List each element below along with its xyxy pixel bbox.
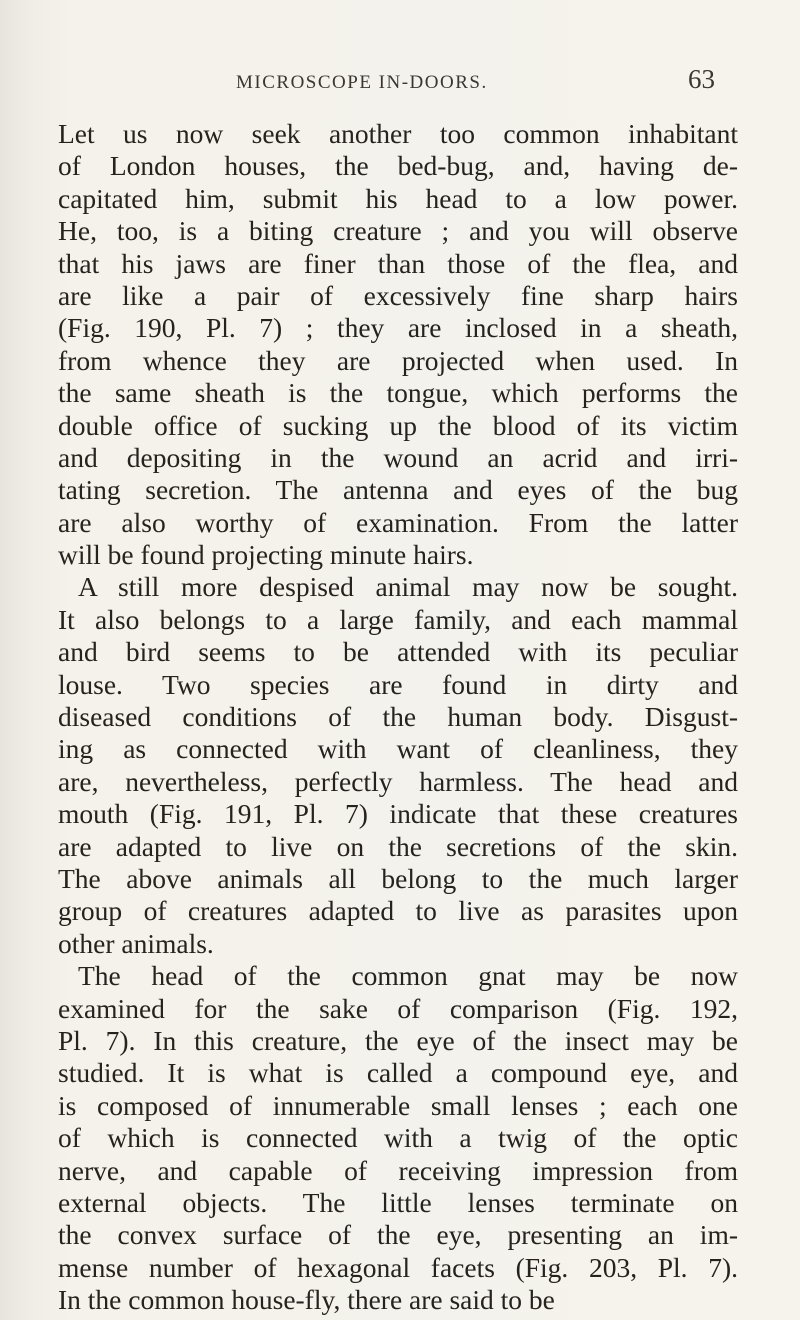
text-line: diseased conditions of the human body. Disgust- [58,701,738,733]
text-line: In the common house-fly, there are said to be [58,1284,555,1316]
text-line: The head of the common gnat may be now [78,960,738,992]
page-header [0,64,800,104]
text-line: The above animals all belong to the much larger [58,862,738,894]
text-line: studied. It is what is called a compound eye, and [58,1057,738,1089]
text-line: and bird seems to be attended with its peculiar [58,636,738,668]
text-line: the same sheath is the tongue, which performs the [58,377,738,409]
text-line: of which is connected with a twig of the optic [58,1122,738,1154]
text-line: are also worthy of examination. From the latter [58,506,738,538]
text-line: mense number of hexagonal facets (Fig. 203, Pl. 7). [58,1251,738,1283]
text-line: louse. Two species are found in dirty and [58,668,738,700]
text-line: are adapted to live on the secretions of the skin. [58,830,738,862]
text-line: is composed of innumerable small lenses ; each one [58,1089,738,1121]
running-head: MICROSCOPE IN-DOORS. [236,72,488,93]
text-line: ing as connected with want of cleanliness, they [58,733,738,765]
text-line: external objects. The little lenses terminate on [58,1186,738,1218]
text-line: are like a pair of excessively fine sharp hairs [58,279,738,311]
text-line: from whence they are projected when used. In [58,344,738,376]
text-line: (Fig. 190, Pl. 7) ; they are inclosed in a sheath, [58,312,738,344]
text-line: examined for the sake of comparison (Fig. 192, [58,992,738,1024]
text-line: He, too, is a biting creature ; and you will observe [58,215,738,247]
text-line: capitated him, submit his head to a low power. [58,182,738,214]
body-text [58,118,738,1316]
text-line: Pl. 7). In this creature, the eye of the insect may be [58,1024,738,1056]
text-line: A still more despised animal may now be sought. [78,571,738,603]
text-line: double office of sucking up the blood of its victim [58,409,738,441]
text-line: and depositing in the wound an acrid and irri- [58,441,738,473]
text-line: tating secretion. The antenna and eyes of the bug [58,474,738,506]
text-line: group of creatures adapted to live as parasites upon [58,895,738,927]
text-line: It also belongs to a large family, and each mammal [58,603,738,635]
text-line: Let us now seek another too common inhabitant [58,118,738,149]
text-line: other animals. [58,927,214,959]
text-line: will be found projecting minute hairs. [58,539,474,571]
text-line: of London houses, the bed-bug, and, having de- [58,150,738,182]
text-line: that his jaws are finer than those of the flea, and [58,247,738,279]
text-line: mouth (Fig. 191, Pl. 7) indicate that these creatures [58,798,738,830]
text-line: the convex surface of the eye, presenting an im- [58,1219,738,1251]
text-line: are, nevertheless, perfectly harmless. The head and [58,765,738,797]
page-number: 63 [688,64,715,94]
text-line: nerve, and capable of receiving impression from [58,1154,738,1186]
